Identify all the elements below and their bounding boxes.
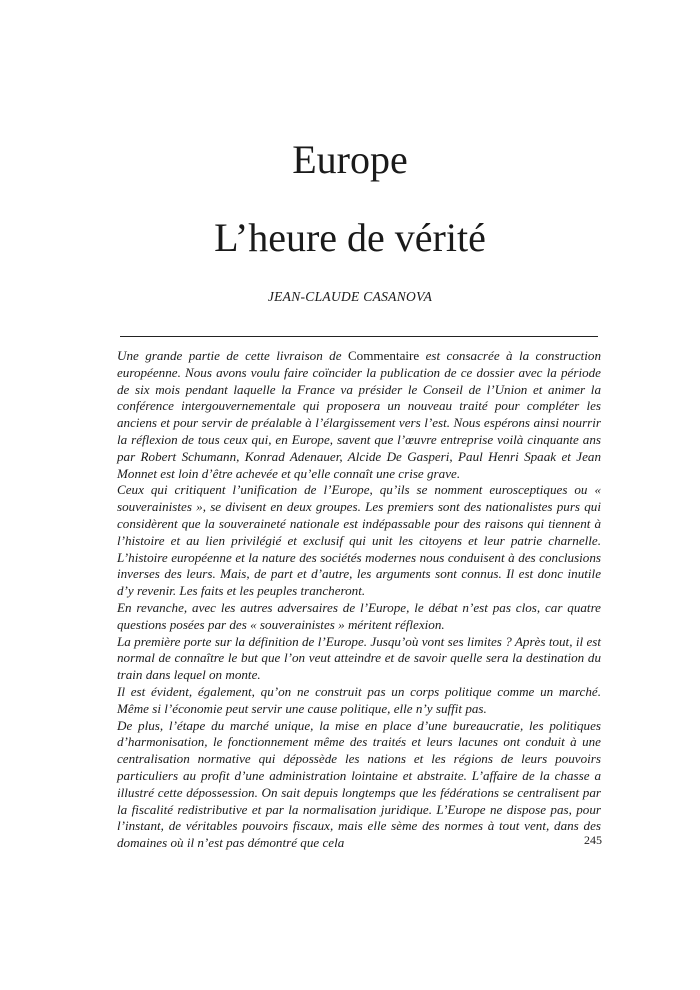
paragraph-6: De plus, l’étape du marché unique, la mise en place d’une bureaucratie, les politiques d’harmonisation, le fonctionnement même des traités et leurs lacunes ont conduit à une centralisation normative qui dépossède les nations et les régions de leurs pouvoirs particuliers au profit d’une administration lointaine et abstraite. L’affaire de la chasse a illustré cette dépossession. On sait depuis longtemps que les fédérations se centralisent par la fiscalité redistributive et par la normalisation juridique. L’Europe ne dispose pas, pour l’instant, de véritables pouvoirs fiscaux, mais elle sème des normes à tout vent, dans des domaines où il n’est pas démontré que cela [117,717,601,851]
paragraph-1 [117,348,601,482]
article-title-line-1: Europe [292,137,408,182]
paragraph-1-rest: est consacrée à la construction européenne. Nous avons voulu faire coïncider la publication de ce dossier avec la période de six mois pendant laquelle la France va présider le Conseil de l’Union et animer la conférence intergouvernementale qui proposera un nouveau traité pour compléter les anciens et pour servir de préalable à l’élargissement vers l’est. Nous espérons ainsi nourrir la réflexion de tous ceux qui, en Europe, savent que l’œuvre entreprise voilà cinquante ans par Robert Schumann, Konrad Adenauer, Alcide De Gasperi, Paul Henri Spaak et Jean Monnet est loin d’être achevée et qu’elle connaît une crise grave. [117,348,602,481]
paragraph-1-intro: Une grande partie de cette livraison de [117,348,348,363]
article-title-line-2: L’heure de vérité [214,215,486,260]
title-divider [120,336,598,337]
page-number: 245 [584,833,602,847]
paragraph-4: La première porte sur la définition de l’Europe. Jusqu’où vont ses limites ? Après tout, il est normal de connaître le but que l’on veut atteindre et de savoir quelle sera la destination du train dans lequel on monte. [117,633,601,683]
article-body [117,348,601,852]
paragraph-2: Ceux qui critiquent l’unification de l’Europe, qu’ils se nomment eurosceptiques ou « souverainistes », se divisent en deux groupes. Les premiers sont des nationalistes purs qui considèrent que la souveraineté nationale est indépassable pour des raisons qui tiennent à l’histoire et au lien privilégié et exclusif qui unit les citoyens et leur patrie charnelle. L’histoire européenne et la nature des sociétés modernes nous conduisent à des conclusions inverses des leurs. Mais, de part et d’autre, les arguments sont connus. Il est donc inutile d’y revenir. Les faits et les peuples trancheront. [117,482,601,599]
journal-name: Commentaire [347,348,420,363]
author-name: JEAN-CLAUDE CASANOVA [267,289,433,304]
paragraph-5: Il est évident, également, qu’on ne construit pas un corps politique comme un marché. Même si l’économie peut servir une cause politique, elle n’y suffit pas. [117,683,601,716]
paragraph-3: En revanche, avec les autres adversaires de l’Europe, le débat n’est pas clos, car quatre questions posées par des « souverainistes » méritent réflexion. [117,599,601,632]
